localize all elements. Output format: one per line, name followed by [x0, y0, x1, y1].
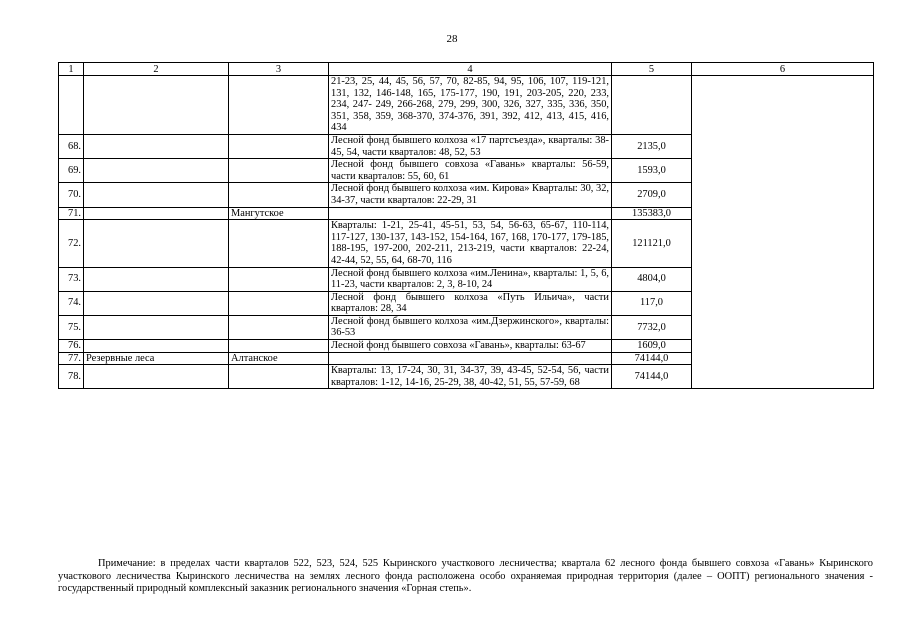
forest-category-cell	[84, 207, 229, 220]
area-cell: 1609,0	[612, 340, 692, 353]
row-number-cell: 75.	[59, 315, 84, 339]
column-header: 2	[84, 63, 229, 76]
table-header-row	[59, 63, 874, 76]
quarters-cell: Лесной фонд бывшего колхоза «им.Ленина», кварталы: 1, 5, 6, 11-23, части кварталов: 2, 3, 8-10, 24	[329, 267, 612, 291]
footnote: Примечание: в пределах части кварталов 522, 523, 524, 525 Кыринского участкового лесничества; квартала 62 лесного фонда бывшего совхоза «Гавань» Кыринского участкового лесничества Кыринского лесничества на землях лесного фонда расположена особо охраняемая природная территория (далее – ООПТ) регионального значения - государственный природный комплексный заказник регионального значения «Горная степь».	[58, 558, 873, 595]
area-cell: 74144,0	[612, 352, 692, 365]
district-cell	[229, 315, 329, 339]
district-cell	[229, 134, 329, 158]
area-cell: 2135,0	[612, 134, 692, 158]
area-cell: 135383,0	[612, 207, 692, 220]
quarters-cell: Лесной фонд бывшего колхоза «им.Дзержинского», кварталы: 36-53	[329, 315, 612, 339]
district-cell	[229, 159, 329, 183]
area-cell: 2709,0	[612, 183, 692, 207]
row-number-cell: 68.	[59, 134, 84, 158]
column-header: 3	[229, 63, 329, 76]
row-number-cell	[59, 76, 84, 135]
row-number-cell: 71.	[59, 207, 84, 220]
forest-table	[58, 62, 874, 389]
area-cell: 117,0	[612, 291, 692, 315]
quarters-cell: Кварталы: 1-21, 25-41, 45-51, 53, 54, 56-63, 65-67, 110-114, 117-127, 130-137, 143-152, 154-164, 167, 168, 170-177, 179-185, 188-195, 197-200, 202-211, 213-219, части кварталов: 22-24, 42-44, 52, 55, 64, 68-70, 116	[329, 220, 612, 267]
column-header: 5	[612, 63, 692, 76]
area-cell	[612, 76, 692, 135]
forest-category-cell	[84, 134, 229, 158]
forest-category-cell	[84, 340, 229, 353]
column-header: 6	[692, 63, 874, 76]
area-cell: 7732,0	[612, 315, 692, 339]
forest-category-cell	[84, 159, 229, 183]
row-number-cell: 69.	[59, 159, 84, 183]
forest-category-cell	[84, 76, 229, 135]
quarters-cell: Лесной фонд бывшего колхоза «им. Кирова» Кварталы: 30, 32, 34-37, части кварталов: 22-29, 31	[329, 183, 612, 207]
quarters-cell: Лесной фонд бывшего колхоза «17 партсъезда», кварталы: 38-45, 54, части кварталов: 48, 52, 53	[329, 134, 612, 158]
area-cell: 1593,0	[612, 159, 692, 183]
forest-category-cell	[84, 365, 229, 389]
forest-category-cell	[84, 267, 229, 291]
row-number-cell: 74.	[59, 291, 84, 315]
column-header: 1	[59, 63, 84, 76]
area-cell: 4804,0	[612, 267, 692, 291]
forest-category-cell	[84, 220, 229, 267]
forest-category-cell	[84, 291, 229, 315]
district-cell	[229, 220, 329, 267]
district-cell	[229, 76, 329, 135]
row-number-cell: 72.	[59, 220, 84, 267]
forest-category-cell	[84, 183, 229, 207]
row-number-cell: 76.	[59, 340, 84, 353]
row-number-cell: 78.	[59, 365, 84, 389]
quarters-cell: Лесной фонд бывшего совхоза «Гавань», кварталы: 63-67	[329, 340, 612, 353]
area-cell: 121121,0	[612, 220, 692, 267]
forest-category-cell	[84, 315, 229, 339]
notes-column-cell	[692, 76, 874, 389]
quarters-cell	[329, 352, 612, 365]
area-cell: 74144,0	[612, 365, 692, 389]
district-cell	[229, 291, 329, 315]
district-cell	[229, 183, 329, 207]
forest-category-cell: Резервные леса	[84, 352, 229, 365]
quarters-cell: Кварталы: 13, 17-24, 30, 31, 34-37, 39, 43-45, 52-54, 56, части кварталов: 1-12, 14-16, 25-29, 38, 40-42, 51, 55, 57-59, 68	[329, 365, 612, 389]
district-cell: Мангутское	[229, 207, 329, 220]
quarters-cell: Лесной фонд бывшего колхоза «Путь Ильича», части кварталов: 28, 34	[329, 291, 612, 315]
district-cell: Алтанское	[229, 352, 329, 365]
district-cell	[229, 365, 329, 389]
page-number: 28	[446, 33, 458, 45]
table-row	[59, 76, 874, 135]
row-number-cell: 73.	[59, 267, 84, 291]
quarters-cell: Лесной фонд бывшего совхоза «Гавань» кварталы: 56-59, части кварталов: 55, 60, 61	[329, 159, 612, 183]
row-number-cell: 70.	[59, 183, 84, 207]
district-cell	[229, 340, 329, 353]
row-number-cell: 77.	[59, 352, 84, 365]
district-cell	[229, 267, 329, 291]
column-header: 4	[329, 63, 612, 76]
quarters-cell: 21-23, 25, 44, 45, 56, 57, 70, 82-85, 94, 95, 106, 107, 119-121, 131, 132, 146-148, 165, 175-177, 190, 191, 203-205, 220, 233, 234, 247- 249, 266-268, 279, 299, 300, 326, 327, 335, 336, 350, 351, 358, 359, 368-370, 374-376, 391, 392, 412, 413, 415, 416, 434	[329, 76, 612, 135]
quarters-cell	[329, 207, 612, 220]
